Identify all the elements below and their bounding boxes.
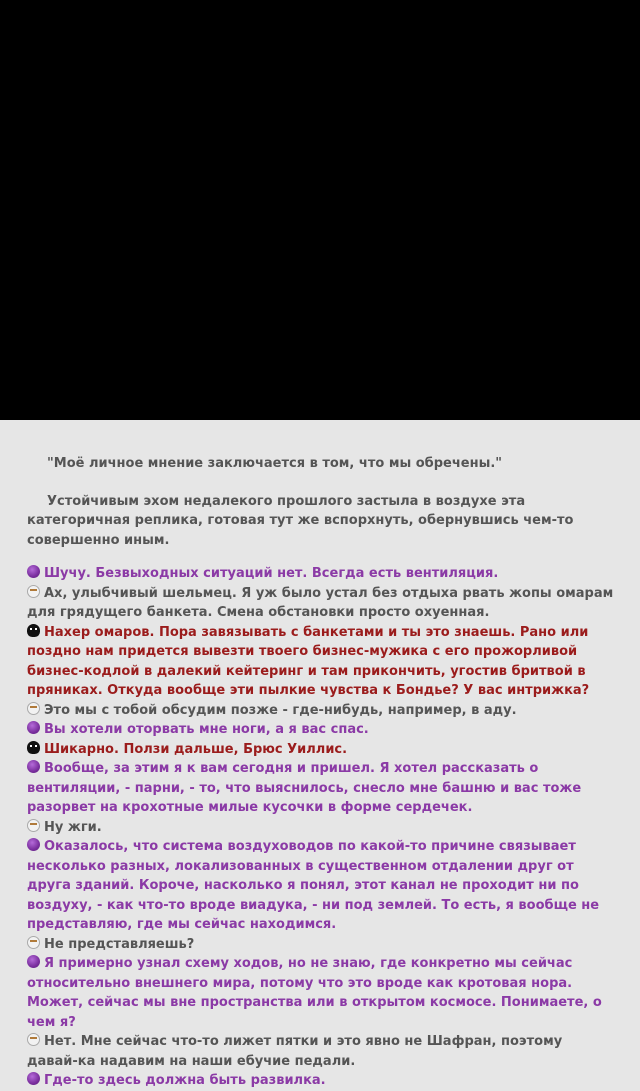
- smile-face-icon: [27, 1033, 40, 1046]
- purple-face-icon: [27, 1072, 40, 1085]
- dialogue-line: Где-то здесь должна быть развилка.: [27, 1071, 616, 1091]
- black-face-icon: [27, 741, 40, 754]
- purple-face-icon: [27, 955, 40, 968]
- dialogue-line: Нет. Мне сейчас что-то лижет пятки и это явно не Шафран, поэтому давай-ка надавим на наши ебучие педали.: [27, 1034, 563, 1069]
- black-face-icon: [27, 624, 40, 637]
- smile-face-icon: [27, 702, 40, 715]
- dialogue-line: Оказалось, что система воздуховодов по какой-то причине связывает несколько разных, локализованных в существенном отдалении друг от друга зданий. Короче, насколько я понял, этот канал не проходит ни по воздуху, - как что-то вроде виадука, - ни под землей. То есть, я вообще не представляю, где мы сейчас находимся.: [27, 839, 600, 932]
- black-header-area: [0, 0, 640, 420]
- smile-face-icon: [27, 819, 40, 832]
- dialogue-line: Это мы с тобой обсудим позже - где-нибудь, например, в аду.: [27, 701, 616, 721]
- dialogue-line: Нахер омаров. Пора завязывать с банкетами и ты это знаешь. Рано или поздно нам придется вывезти твоего бизнес-мужика с его прожорливой бизнес-кодлой в далекий кейтеринг и там прикончить, угостив бритвой в пряниках. Откуда вообще эти пылкие чувства к Бондье? У вас интрижка?: [27, 624, 590, 698]
- dialogue-line: Ну жги.: [27, 818, 616, 838]
- story-text: [0, 420, 640, 1091]
- purple-face-icon: [27, 760, 40, 773]
- dialogue-line: Шучу. Безвыходных ситуаций нет. Всегда есть вентиляция.: [27, 564, 616, 584]
- dialogue-line: Вообще, за этим я к вам сегодня и пришел. Я хотел рассказать о вентиляции, - парни, - то, что выяснилось, снесло мне башню и вас тоже разорвет на крохотные милые кусочки в форме сердечек.: [27, 761, 582, 815]
- dialogue-line: Вы хотели оторвать мне ноги, а я вас спас.: [27, 720, 616, 740]
- purple-face-icon: [27, 838, 40, 851]
- dialogue-line: Шикарно. Ползи дальше, Брюс Уиллис.: [27, 740, 616, 760]
- smile-face-icon: [27, 585, 40, 598]
- purple-face-icon: [27, 565, 40, 578]
- intro-paragraph: Устойчивым эхом недалекого прошлого застыла в воздухе эта категоричная реплика, готовая тут же вспорхнуть, обернувшись чем-то совершенно иным.: [27, 493, 574, 548]
- dialogue-line: Я примерно узнал схему ходов, но не знаю, где конкретно мы сейчас относительно внешнего мира, потому что это вроде как кротовая нора. Может, сейчас мы вне пространства или в открытом космосе. Понимаете, о чем я?: [27, 956, 602, 1030]
- purple-face-icon: [27, 721, 40, 734]
- opening-quote: "Моё личное мнение заключается в том, что мы обречены.": [47, 456, 503, 471]
- dialogue-line: Ах, улыбчивый шельмец. Я уж было устал без отдыха рвать жопы омарам для грядущего банкета. Смена обстановки просто охуенная.: [27, 585, 614, 620]
- smile-face-icon: [27, 936, 40, 949]
- dialogue-line: Не представляешь?: [27, 935, 616, 955]
